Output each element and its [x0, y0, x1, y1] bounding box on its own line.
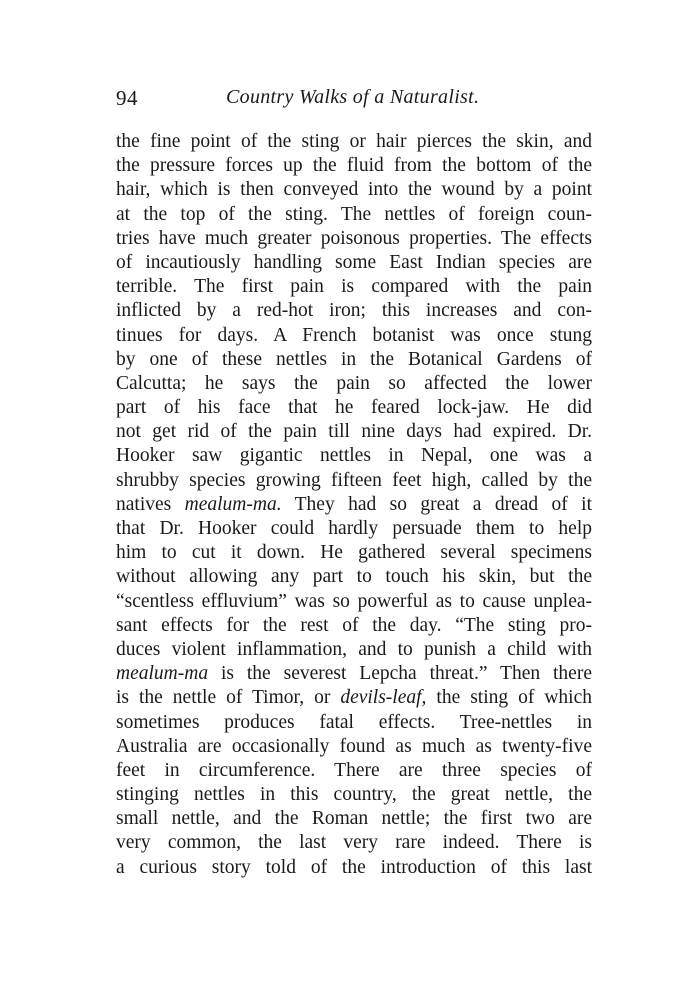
italic-text: mealum-ma. — [184, 493, 282, 515]
text-segment: feet in circumference. There are three species of — [116, 759, 592, 781]
text-line — [116, 517, 592, 541]
text-segment: hair, which is then conveyed into the wound by a point — [116, 179, 592, 201]
text-segment: the pressure forces up the fluid from the bottom of the — [116, 155, 592, 177]
text-line — [116, 662, 592, 686]
text-segment: at the top of the sting. The nettles of foreign coun- — [116, 203, 592, 225]
text-line — [116, 711, 592, 735]
text-line — [116, 759, 592, 783]
text-segment: tinues for days. A French botanist was once stung — [116, 324, 592, 346]
text-line — [116, 590, 592, 614]
text-segment: sometimes produces fatal effects. Tree-nettles in — [116, 711, 592, 733]
text-line — [116, 396, 592, 420]
text-segment: the fine point of the sting or hair pierces the skin, and — [116, 131, 592, 152]
running-title: Country Walks of a Naturalist. — [226, 86, 480, 108]
text-line — [116, 565, 592, 589]
text-line — [116, 444, 592, 468]
text-line — [116, 831, 592, 855]
text-line — [116, 227, 592, 251]
text-segment: Australia are occasionally found as much as twenty-five — [116, 735, 592, 757]
text-segment: very common, the last very rare indeed. There is — [116, 832, 592, 854]
text-segment: a curious story told of the introduction of this last — [116, 856, 592, 878]
text-line — [116, 856, 592, 880]
text-segment: Calcutta; he says the pain so affected the lower — [116, 372, 592, 394]
text-line — [116, 807, 592, 831]
text-line — [116, 251, 592, 275]
text-line — [116, 469, 592, 493]
text-segment: tries have much greater poisonous properties. The effects — [116, 227, 592, 249]
text-line — [116, 614, 592, 638]
page-number: 94 — [116, 86, 138, 110]
text-line — [116, 783, 592, 807]
text-segment: shrubby species growing fifteen feet high, called by the — [116, 469, 592, 491]
text-segment: him to cut it down. He gathered several specimens — [116, 542, 592, 564]
running-head — [116, 86, 592, 116]
text-segment: that Dr. Hooker could hardly persuade them to help — [116, 518, 592, 539]
text-segment: by one of these nettles in the Botanical Gardens of — [116, 348, 592, 370]
text-line — [116, 324, 592, 348]
text-line — [116, 735, 592, 759]
text-line — [116, 372, 592, 396]
text-segment: inflicted by a red-hot iron; this increases and con- — [116, 300, 592, 322]
text-segment: is the severest Lepcha threat.” Then there — [208, 663, 592, 685]
text-segment: without allowing any part to touch his skin, but the — [116, 566, 592, 588]
text-segment: small nettle, and the Roman nettle; the first two are — [116, 808, 592, 830]
text-line — [116, 493, 592, 517]
text-line — [116, 275, 592, 299]
text-segment: of incautiously handling some East Indian species are — [116, 251, 592, 273]
text-segment: Hooker saw gigantic nettles in Nepal, one was a — [116, 445, 592, 467]
text-line — [116, 178, 592, 202]
body-text — [116, 130, 592, 880]
text-segment: duces violent inflammation, and to punish a child with — [116, 638, 592, 660]
text-segment: the sting of which — [426, 687, 592, 709]
text-segment: stinging nettles in this country, the great nettle, the — [116, 784, 592, 806]
text-segment: natives — [116, 493, 185, 515]
text-segment: sant effects for the rest of the day. “The sting pro- — [116, 614, 592, 636]
text-line — [116, 638, 592, 662]
text-line — [116, 541, 592, 565]
text-segment: “scentless effluvium” was so powerful as to cause unplea- — [116, 590, 592, 612]
text-line — [116, 348, 592, 372]
italic-text: mealum-ma — [116, 663, 209, 685]
text-line — [116, 203, 592, 227]
text-line — [116, 686, 592, 710]
text-segment: terrible. The first pain is compared with the pain — [116, 276, 592, 298]
text-line — [116, 154, 592, 178]
italic-text: devils-leaf, — [340, 687, 427, 709]
text-segment: part of his face that he feared lock-jaw. He did — [116, 397, 592, 419]
text-segment: is the nettle of Timor, or — [116, 687, 341, 709]
text-line — [116, 130, 592, 154]
text-segment: not get rid of the pain till nine days had expired. Dr. — [116, 421, 592, 443]
text-line — [116, 420, 592, 444]
text-segment: They had so great a dread of it — [281, 493, 592, 515]
text-line — [116, 299, 592, 323]
